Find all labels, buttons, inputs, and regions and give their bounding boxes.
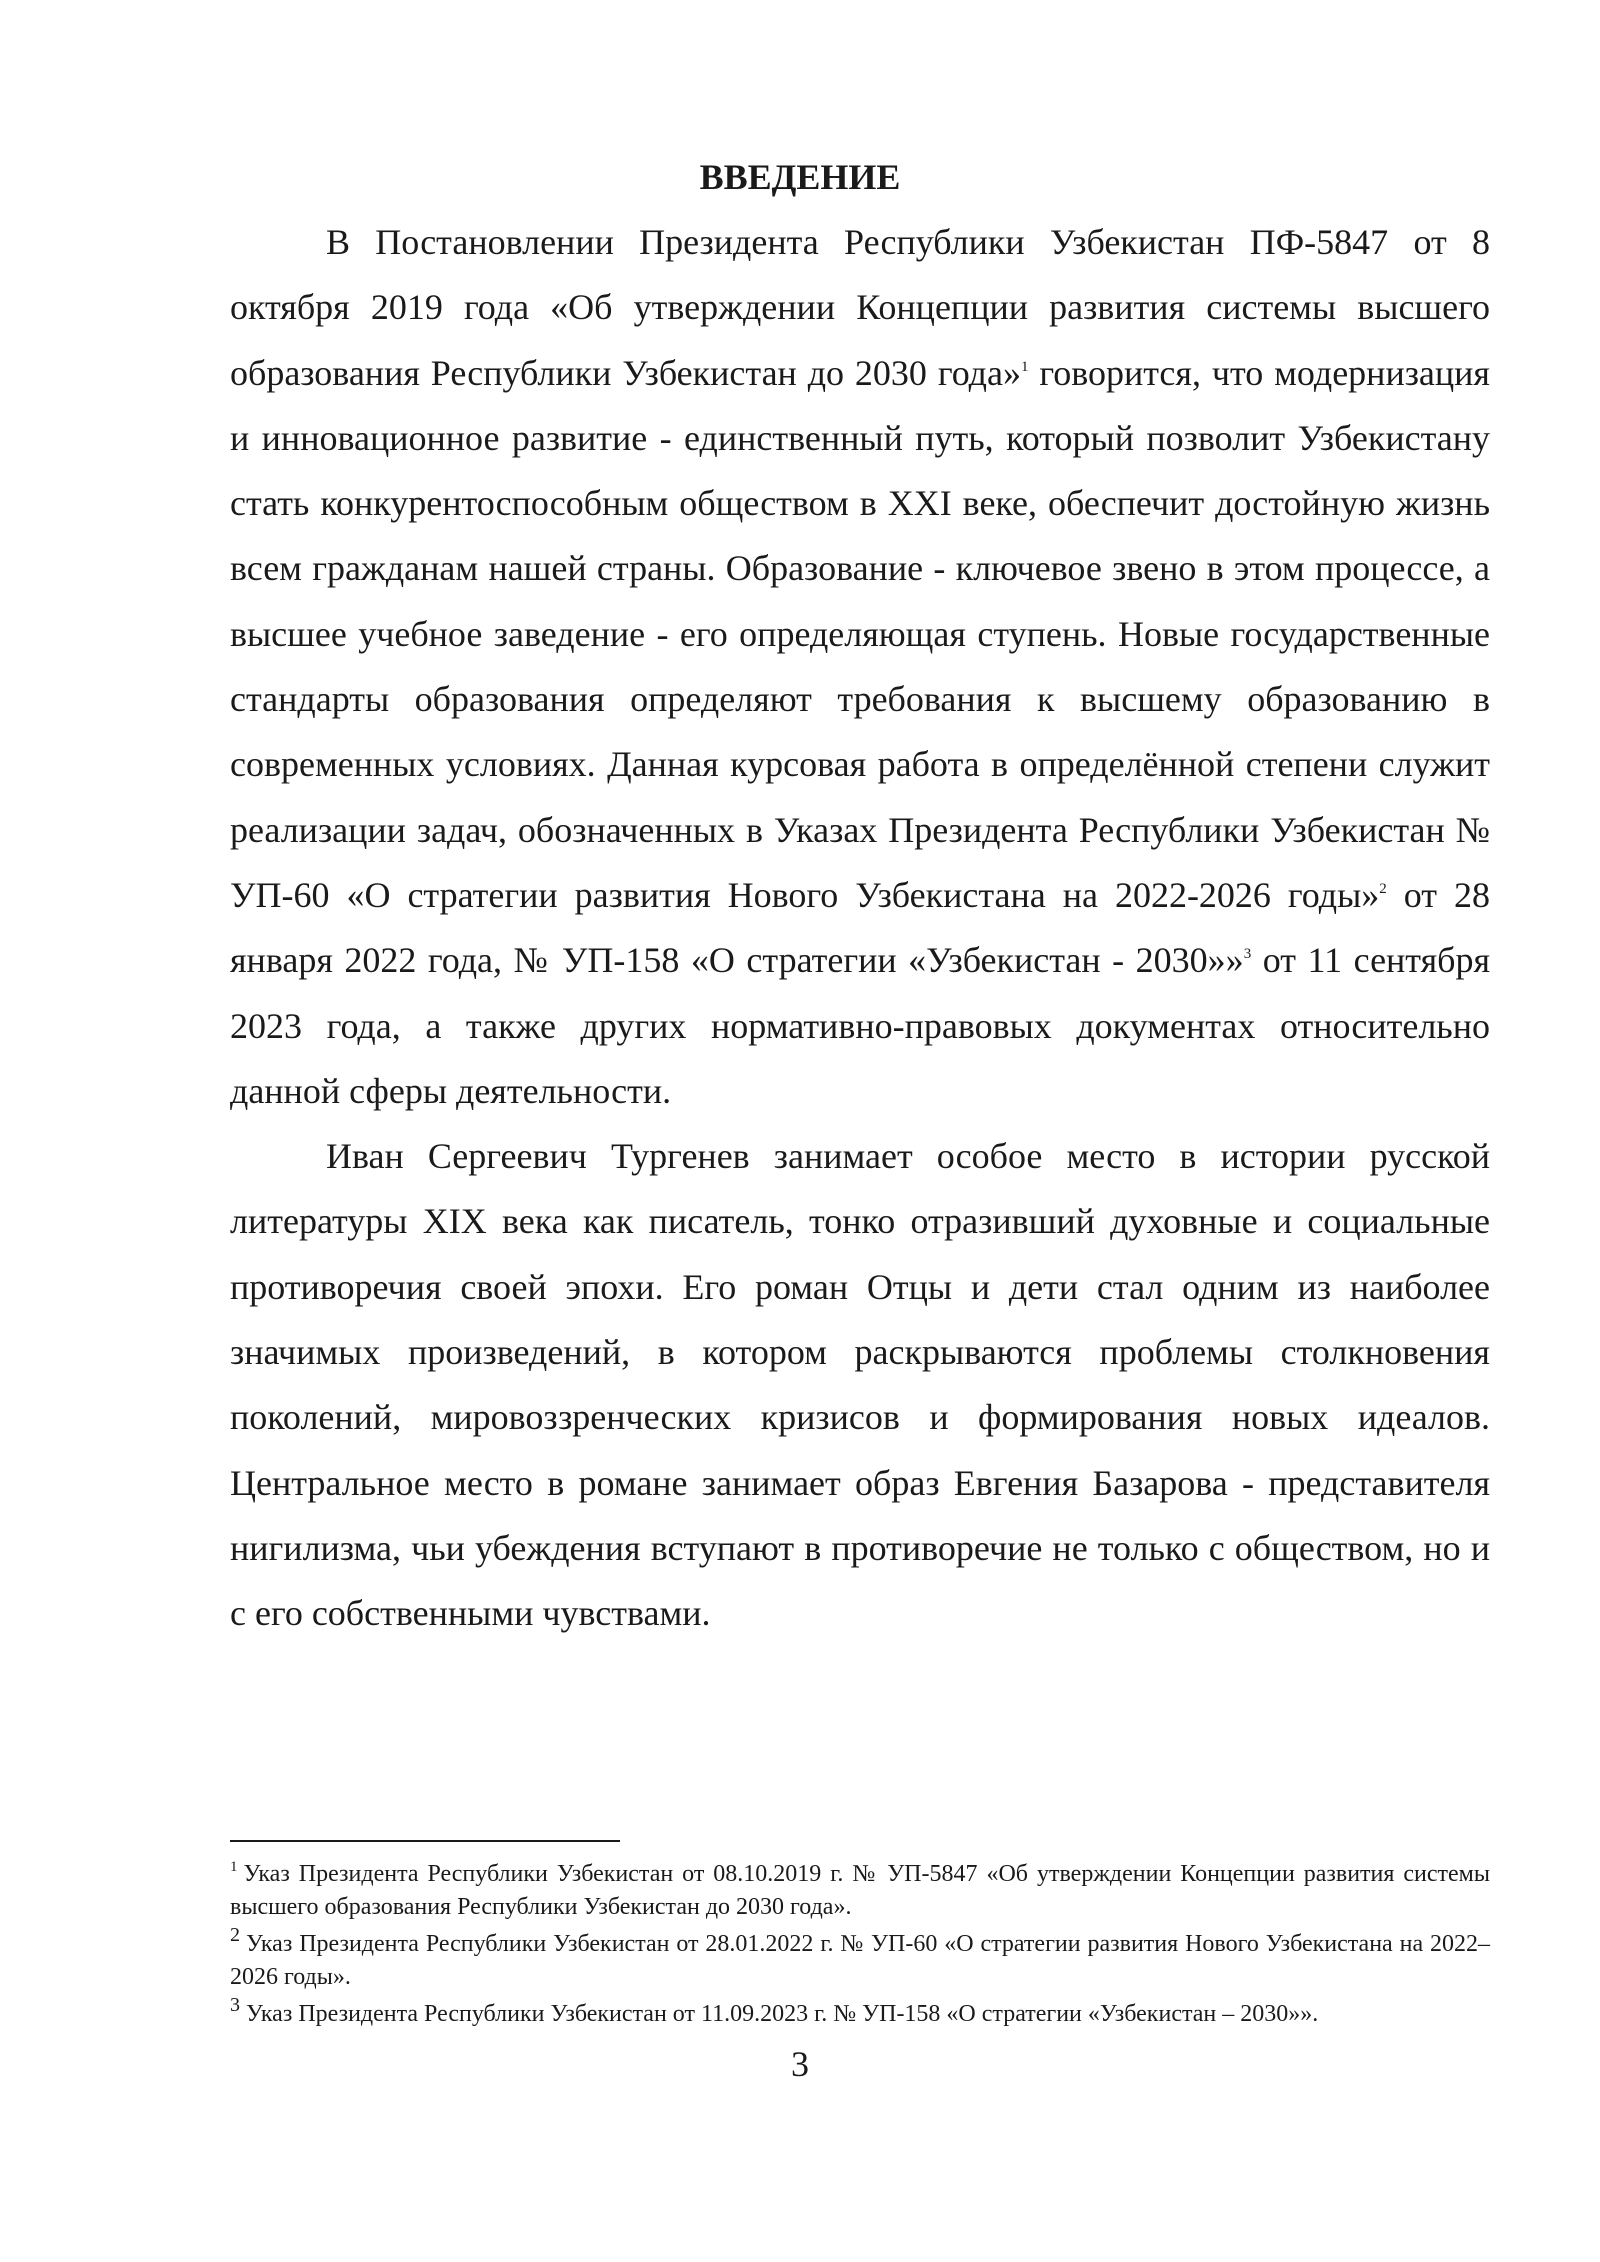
footnote-text: Указ Президента Республики Узбекистан от 28.01.2022 г. № УП-60 «О стратегии развития Нового Узбекистана на 2022–2026 годы». [230, 1931, 1490, 1990]
paragraph-turgenev: Иван Сергеевич Тургенев занимает особое место в истории русской литературы XIX века как писатель, тонко отразивший духовные и социальные противоречия своей эпохи. Его роман Отцы и дети стал одним из наиболее значимых произведений, в котором раскрываются проблемы столкновения поколений, мировоззренческих кризисов и формирования новых идеалов. Центральное место в романе занимает образ Евгения Базарова - представителя нигилизма, чьи убеждения вступают в противоречие не только с обществом, но и с его собственными чувствами. [230, 1136, 1490, 1634]
paragraph-text: от 11 сентября 2023 года, а также других нормативно-правовых документах относительно данной сферы деятельности. [230, 940, 1491, 1111]
footnote-reference: 2 [1379, 880, 1387, 897]
section-heading: ВВЕДЕНИЕ [699, 157, 901, 197]
footnote-marker: 3 [230, 1994, 240, 2016]
footnote [230, 1858, 1490, 1924]
footnote-marker: 1 [230, 1859, 238, 1875]
paragraph-text: говорится, что модернизация и инновационное развитие - единственный путь, который позволит Узбекистану стать конкурентоспособным обществом в XXI веке, обеспечит достойную жизнь всем гражданам нашей страны. Образование - ключевое звено в этом процессе, а высшее учебное заведение - его определяющая ступень. Новые государственные стандарты образования определяют требования к высшему образованию в современных условиях. Данная курсовая работа в определённой степени служит реализации задач, обозначенных в Указах Президента Республики Узбекистан № УП-60 «О стратегии развития Нового Узбекистана на 2022-2026 годы» [230, 352, 1490, 915]
paragraph-introduction [230, 210, 1490, 1124]
page-number: 3 [791, 2044, 809, 2084]
footnotes [230, 1858, 1490, 2035]
footnote-reference: 3 [1243, 946, 1252, 963]
paragraph-text: В Постановлении Президента Республики Узбекистан ПФ-5847 от 8 октября 2019 года «Об утверждении Концепции развития системы высшего образования Республики Узбекистан до 2030 года» [230, 222, 1490, 393]
paragraph-text: от 28 января 2022 года, № УП-158 «О стратегии «Узбекистан - 2030»» [230, 874, 1490, 981]
footnote-separator [230, 1840, 620, 1842]
body-text [230, 210, 1490, 1647]
footnote [230, 1924, 1490, 1994]
footnote-reference: 1 [1020, 358, 1029, 375]
footnote-text: Указ Президента Республики Узбекистан от 08.10.2019 г. № УП-5847 «Об утверждении Концепции развития системы высшего образования Республики Узбекистан до 2030 года». [230, 1861, 1490, 1920]
footnote-text: Указ Президента Республики Узбекистан от 11.09.2023 г. № УП-158 «О стратегии «Узбекистан – 2030»». [246, 2001, 1319, 2027]
footnote [230, 1994, 1490, 2031]
footnote-marker: 2 [230, 1924, 240, 1946]
